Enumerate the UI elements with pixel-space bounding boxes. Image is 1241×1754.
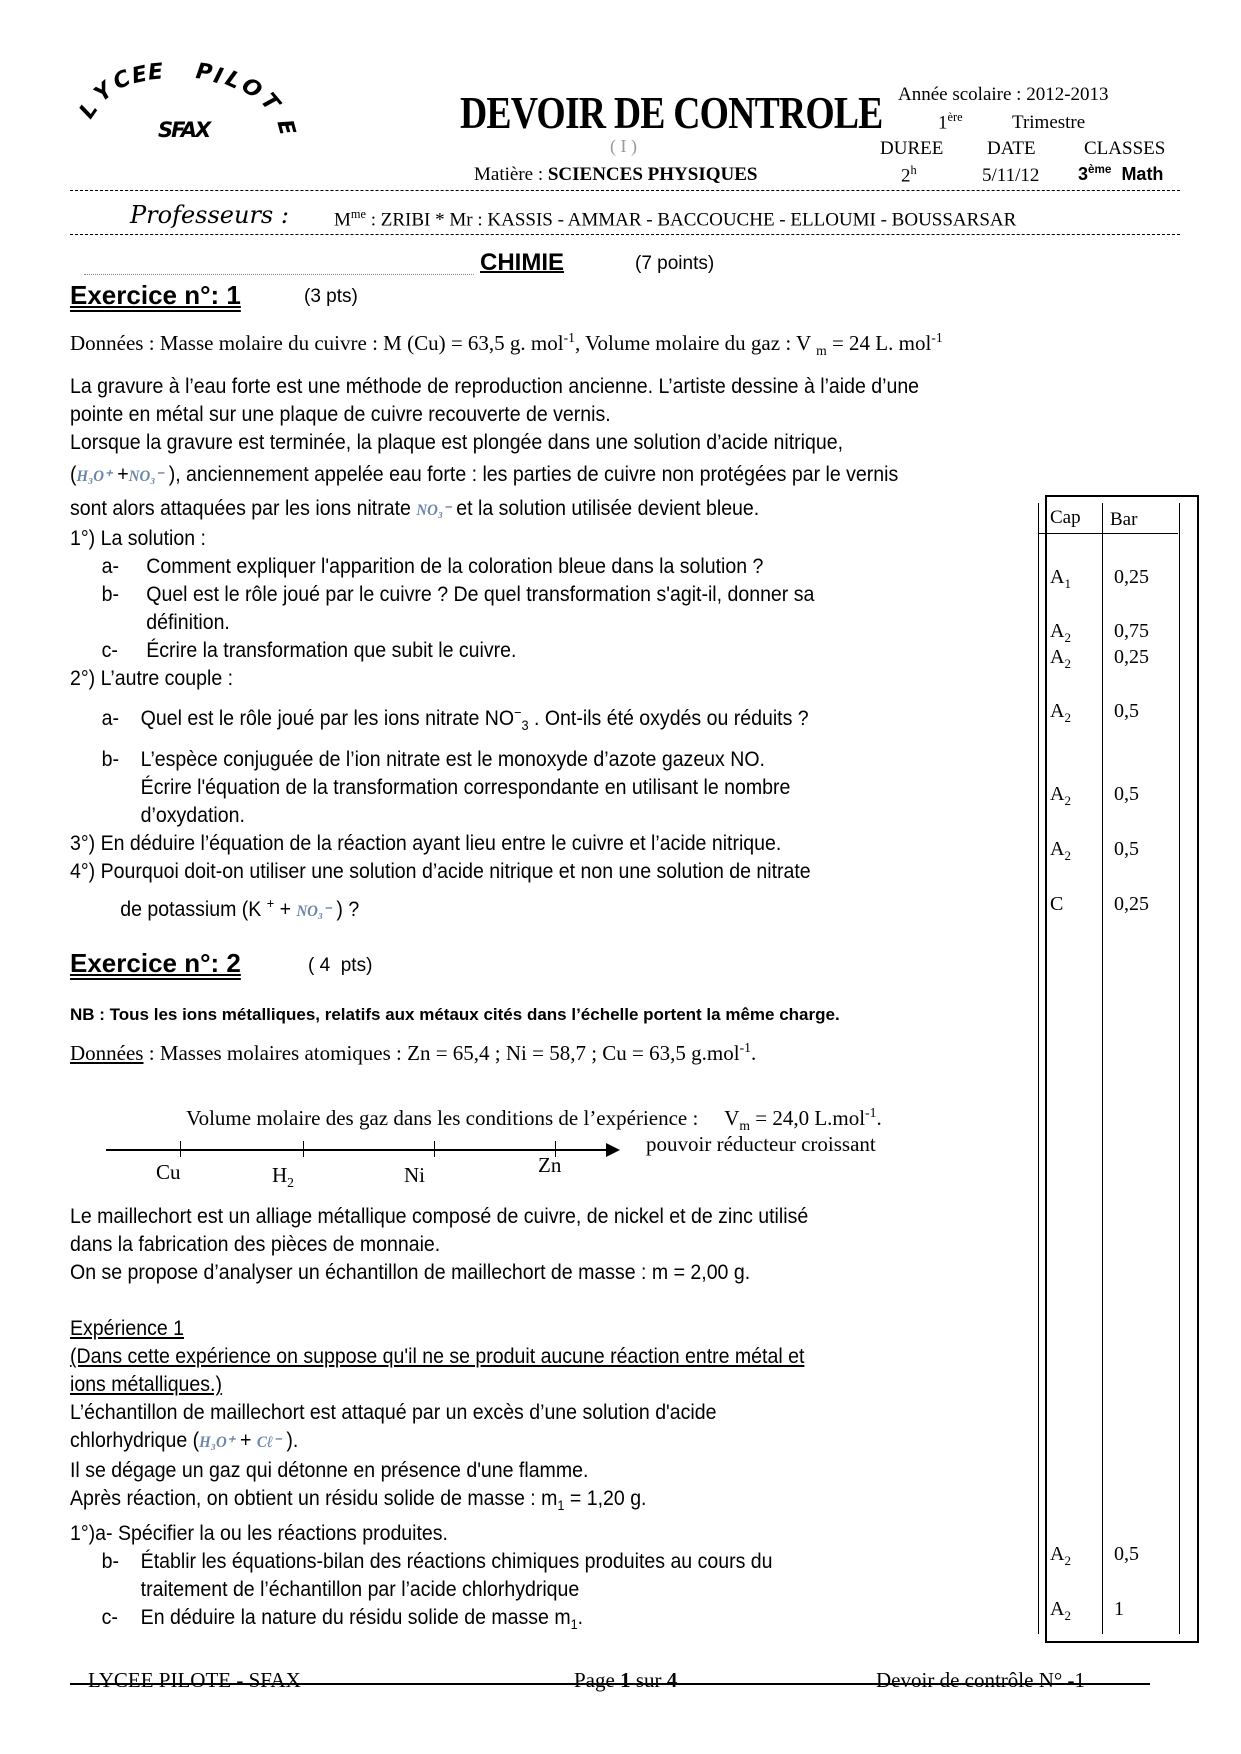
grading-bar: 0,25 bbox=[1114, 646, 1149, 668]
term-label: Trimestre bbox=[1012, 112, 1086, 133]
logo-letter: Y bbox=[89, 77, 119, 108]
scale-tick bbox=[180, 1141, 181, 1157]
logo-letter: L bbox=[74, 97, 104, 124]
exercise1-points: (3 pts) bbox=[304, 286, 358, 307]
grading-table-inner bbox=[1038, 503, 1180, 1634]
question-2b: b- L’espèce conjuguée de l’ion nitrate est le monoxyde d’azote gazeux NO. bbox=[101, 748, 765, 772]
grading-column-divider bbox=[1102, 503, 1103, 1634]
scale-item-h2: $H_2$ bbox=[272, 1163, 294, 1191]
question-1a: a- Comment expliquer l'apparition de la coloration bleue dans la solution ? bbox=[101, 555, 764, 578]
logo-letter: I bbox=[210, 63, 226, 90]
footer-document: Devoir de contrôle N° -1 bbox=[876, 1668, 1085, 1692]
logo-letter: C bbox=[109, 65, 135, 96]
scale-item-ni: Ni bbox=[404, 1163, 425, 1187]
experiment1-note: ions métalliques.) bbox=[70, 1373, 222, 1396]
grading-header-bar: Bar bbox=[1110, 509, 1138, 530]
grading-bar: 0,5 bbox=[1114, 700, 1139, 722]
section-rule bbox=[84, 274, 474, 275]
logo-letter: E bbox=[146, 59, 165, 86]
question-1: 1°) La solution : bbox=[70, 527, 206, 550]
intro-line: Lorsque la gravure est terminée, la plaque est plongée dans une solution d’acide nitrique, bbox=[70, 431, 844, 454]
intro-line: Le maillechort est un alliage métallique composé de cuivre, de nickel et de zinc utilisé bbox=[70, 1205, 809, 1228]
class-value: 3ème Math bbox=[1078, 163, 1164, 184]
date-value: 5/11/12 bbox=[982, 165, 1040, 186]
experiment1-text: Il se dégage un gaz qui détonne en présence d'une flamme. bbox=[70, 1459, 589, 1482]
question-2: 2°) L’autre couple : bbox=[70, 667, 234, 690]
hydronium-ion: H₃O⁺ bbox=[199, 1434, 235, 1451]
document-title: DEVOIR DE CONTROLE bbox=[460, 87, 883, 138]
grading-cap: $A_2$ bbox=[1050, 783, 1071, 808]
col-date: DATE bbox=[987, 138, 1036, 159]
subject-value: SCIENCES PHYSIQUES bbox=[547, 164, 758, 185]
chloride-ion: Cℓ⁻ bbox=[256, 1434, 281, 1451]
grading-cap: C bbox=[1050, 893, 1064, 915]
exercise2-points: ( 4 pts) bbox=[308, 955, 373, 976]
grading-cap: $A_2$ bbox=[1050, 700, 1071, 725]
term: 1ère bbox=[938, 110, 963, 134]
question-4-cont: de potassium (K + + NO₃⁻ ) ? bbox=[120, 896, 360, 922]
grading-cap: $A_2$ bbox=[1050, 646, 1071, 671]
exercise2-nb: NB : Tous les ions métalliques, relatifs aux métaux cités dans l’échelle portent la même charge. bbox=[70, 1005, 840, 1024]
exercise2-title: Exercice n°: 2 bbox=[70, 948, 241, 978]
grading-bar: 0,5 bbox=[1114, 1543, 1139, 1565]
exercise2-data: Données : Masses molaires atomiques : Zn = 65,4 ; Ni = 58,7 ; Cu = 63,5 g.mol$^{-1}$. bbox=[70, 1040, 757, 1065]
scale-item-cu: Cu bbox=[156, 1160, 181, 1184]
experiment1-text: Après réaction, on obtient un résidu solide de masse : $m_1 = 1,20$ g. bbox=[70, 1487, 647, 1514]
experiment1-text: chlorhydrique (H₃O⁺ + Cℓ⁻ ). bbox=[70, 1429, 299, 1452]
logo-letter: L bbox=[221, 66, 245, 95]
question-3: 3°) En déduire l’équation de la réaction ayant lieu entre le cuivre et l’acide nitrique. bbox=[70, 832, 782, 856]
grading-bar: 0,75 bbox=[1114, 620, 1149, 642]
exercise1-intro bbox=[70, 373, 919, 926]
grading-cap: $A_2$ bbox=[1050, 620, 1071, 645]
grading-header-cap: Cap bbox=[1050, 507, 1081, 528]
logo-letter: E bbox=[271, 117, 300, 138]
scale-axis bbox=[106, 1149, 608, 1151]
subject-line bbox=[474, 164, 757, 186]
grading-bar: 0,5 bbox=[1114, 783, 1139, 805]
grading-header-divider bbox=[1038, 533, 1178, 534]
grading-cap: $A_2$ bbox=[1050, 1543, 1071, 1568]
grading-cap: $A_2$ bbox=[1050, 1598, 1071, 1623]
title-number: ( I ) bbox=[610, 136, 637, 156]
question-4: 4°) Pourquoi doit-on utiliser une solution d’acide nitrique et non une solution de nitrate bbox=[70, 860, 811, 884]
logo-letter: P bbox=[194, 58, 214, 87]
grading-cap: $A_2$ bbox=[1050, 838, 1071, 863]
question-1c: c- Écrire la transformation que subit le cuivre. bbox=[101, 639, 517, 662]
footer-school: LYCEE PILOTE - SFAX bbox=[88, 1668, 301, 1692]
nitrate-ion: NO₃⁻ bbox=[128, 468, 164, 485]
professors-names: $M^{me}$ : ZRIBI * Mr : KASSIS - AMMAR - BACCOUCHE - ELLOUMI - BOUSSARSAR bbox=[334, 207, 1017, 231]
experiment1-text: L’échantillon de maillechort est attaqué par un excès d’une solution d'acide bbox=[70, 1401, 717, 1424]
col-classes: CLASSES bbox=[1084, 138, 1166, 159]
exercise1-title: Exercice n°: 1 bbox=[70, 280, 241, 310]
duration-value: 2$^h$ bbox=[901, 163, 917, 187]
professors-label: Professeurs : bbox=[130, 201, 289, 229]
professors-divider bbox=[70, 234, 1180, 235]
grading-bar: 0,25 bbox=[1114, 566, 1149, 588]
logo-city: SFAX bbox=[158, 118, 210, 142]
header-divider bbox=[70, 190, 1180, 191]
question-1b: b- Établir les équations-bilan des réactions chimiques produites au cours du bbox=[101, 1550, 773, 1574]
nitrate-ion: NO₃⁻ bbox=[416, 502, 451, 519]
experiment1-note: (Dans cette expérience on suppose qu'il ne se produit aucune réaction entre métal et bbox=[70, 1345, 805, 1368]
intro-line: (H₃O⁺ +NO₃⁻ ), anciennement appelée eau forte : les parties de cuivre non protégées par le vernis bbox=[70, 463, 899, 486]
question-1b: b- Quel est le rôle joué par le cuivre ? De quel transformation s'agit-il, donner sa bbox=[101, 583, 815, 606]
arrow-right-icon bbox=[606, 1143, 620, 1157]
question-1b-cont: définition. bbox=[146, 611, 230, 634]
intro-line: dans la fabrication des pièces de monnaie. bbox=[70, 1233, 441, 1256]
scale-tick bbox=[303, 1141, 304, 1157]
footer-page: Page 1 sur 4 bbox=[574, 1668, 678, 1692]
question-1c: c- En déduire la nature du résidu solide de masse $m_1$. bbox=[101, 1606, 584, 1633]
section-title: CHIMIE bbox=[480, 249, 564, 276]
question-2b-cont: Écrire l'équation de la transformation correspondante en utilisant le nombre bbox=[140, 776, 791, 800]
logo-letter: T bbox=[255, 88, 284, 117]
logo-letter: E bbox=[129, 61, 150, 90]
logo-letter: O bbox=[236, 72, 267, 105]
col-duration: DUREE bbox=[880, 138, 944, 159]
intro-line: On se propose d’analyser un échantillon de maillechort de masse : m = 2,00 g. bbox=[70, 1261, 751, 1284]
question-2b-cont: d’oxydation. bbox=[140, 804, 245, 828]
experiment1-title: Expérience 1 bbox=[70, 1317, 184, 1340]
hydronium-ion: H₃O⁺ bbox=[76, 468, 112, 485]
grading-bar: 0,5 bbox=[1114, 838, 1139, 860]
question-2a: a- Quel est le rôle joué par les ions nitrate $NO^-_3$ . Ont-ils été oxydés ou réduits ? bbox=[101, 705, 809, 734]
nitrate-ion: NO₃⁻ bbox=[296, 903, 331, 921]
scale-label: pouvoir réducteur croissant bbox=[646, 1132, 876, 1156]
intro-line: pointe en métal sur une plaque de cuivre recouverte de vernis. bbox=[70, 403, 611, 426]
grading-cap: $A_1$ bbox=[1050, 566, 1071, 591]
exercise1-data: Données : Masse molaire du cuivre : M (Cu) = 63,5 g. mol$^{-1}$, Volume molaire du gaz : V $_m$ = 24 L. mol$^{-1}$ bbox=[70, 330, 943, 359]
grading-bar: 1 bbox=[1114, 1598, 1124, 1620]
intro-line: sont alors attaquées par les ions nitrate NO₃⁻ et la solution utilisée devient bleue. bbox=[70, 497, 760, 520]
grading-bar: 0,25 bbox=[1114, 893, 1149, 915]
intro-line: La gravure à l’eau forte est une méthode de reproduction ancienne. L’artiste dessine à l’aide d’une bbox=[70, 375, 920, 398]
question-1b-cont: traitement de l’échantillon par l’acide chlorhydrique bbox=[140, 1578, 580, 1602]
scale-tick bbox=[434, 1141, 435, 1157]
exercise2-volume: Volume molaire des gaz dans les conditions de l’expérience : $V_m = 24,0$ L.mol$^{-1}$. bbox=[186, 1105, 882, 1134]
subject-label: Matière : bbox=[474, 164, 548, 185]
scale-item-zn: Zn bbox=[538, 1153, 562, 1177]
question-1a: 1°)a- Spécifier la ou les réactions produites. bbox=[70, 1522, 448, 1546]
school-year: Année scolaire : 2012-2013 bbox=[898, 84, 1109, 105]
section-points: (7 points) bbox=[635, 253, 715, 274]
exercise2-intro bbox=[70, 1203, 808, 1639]
